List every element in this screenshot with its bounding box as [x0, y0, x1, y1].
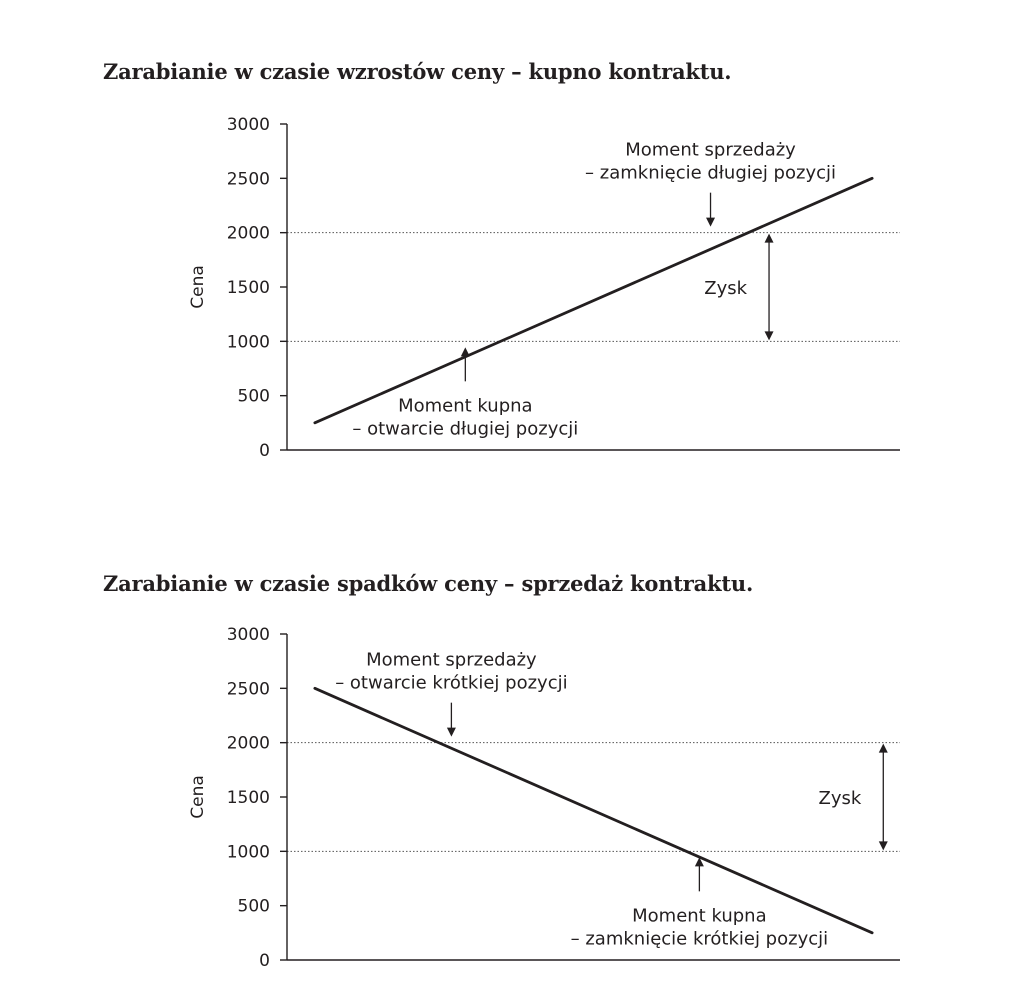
price-down-chart — [0, 610, 1024, 980]
annotation-text: – zamknięcie długiej pozycji — [585, 162, 837, 184]
chart-title: Zarabianie w czasie wzrostów ceny – kupno kontraktu. — [103, 59, 732, 84]
annotation-arrow-down-icon — [706, 218, 715, 227]
y-tick-label: 0 — [259, 441, 270, 461]
annotation-arrow-down-icon — [447, 728, 456, 737]
annotation-text: – zamknięcie krótkiej pozycji — [570, 928, 829, 950]
profit-label: Zysk — [818, 788, 862, 809]
y-tick-label: 1500 — [226, 278, 270, 298]
y-tick-label: 1000 — [226, 842, 270, 863]
annotation-sell — [585, 140, 836, 227]
y-tick-label: 3000 — [226, 115, 270, 135]
annotation-text: Moment kupna — [632, 905, 767, 927]
profit-arrow-down-icon — [879, 841, 888, 850]
y-tick-label: 500 — [237, 896, 270, 917]
y-axis-title: Cena — [188, 265, 208, 309]
annotation-text: Moment kupna — [398, 395, 533, 417]
profit-label: Zysk — [704, 278, 748, 299]
annotation-text: – otwarcie krótkiej pozycji — [335, 672, 568, 694]
profit-arrow-down-icon — [765, 331, 774, 340]
profit-indicator — [818, 744, 887, 851]
price-up-chart — [0, 100, 1024, 470]
y-tick-label: 3000 — [226, 625, 270, 645]
y-tick-label: 1500 — [226, 788, 270, 808]
annotation-arrow-up-icon — [461, 347, 470, 356]
y-tick-label: 2500 — [226, 679, 270, 700]
y-tick-label: 1000 — [226, 332, 270, 353]
annotation-buy — [352, 347, 578, 439]
y-tick-label: 2000 — [226, 733, 270, 754]
annotation-buy — [571, 857, 829, 949]
y-tick-label: 0 — [259, 951, 270, 971]
chart-title: Zarabianie w czasie spadków ceny – sprzedaż kontraktu. — [103, 571, 754, 596]
price-series-line — [315, 688, 872, 933]
profit-arrow-up-icon — [879, 744, 888, 753]
price-series-line — [315, 178, 872, 423]
y-tick-label: 2500 — [226, 169, 270, 190]
annotation-text: – otwarcie długiej pozycji — [352, 418, 579, 440]
annotation-text: Moment sprzedaży — [625, 139, 796, 161]
annotation-sell — [335, 650, 567, 737]
profit-indicator — [704, 234, 773, 341]
annotation-text: Moment sprzedaży — [366, 649, 537, 671]
y-tick-label: 500 — [237, 386, 270, 407]
y-axis-title: Cena — [188, 775, 208, 819]
profit-arrow-up-icon — [765, 234, 774, 243]
y-tick-label: 2000 — [226, 223, 270, 244]
